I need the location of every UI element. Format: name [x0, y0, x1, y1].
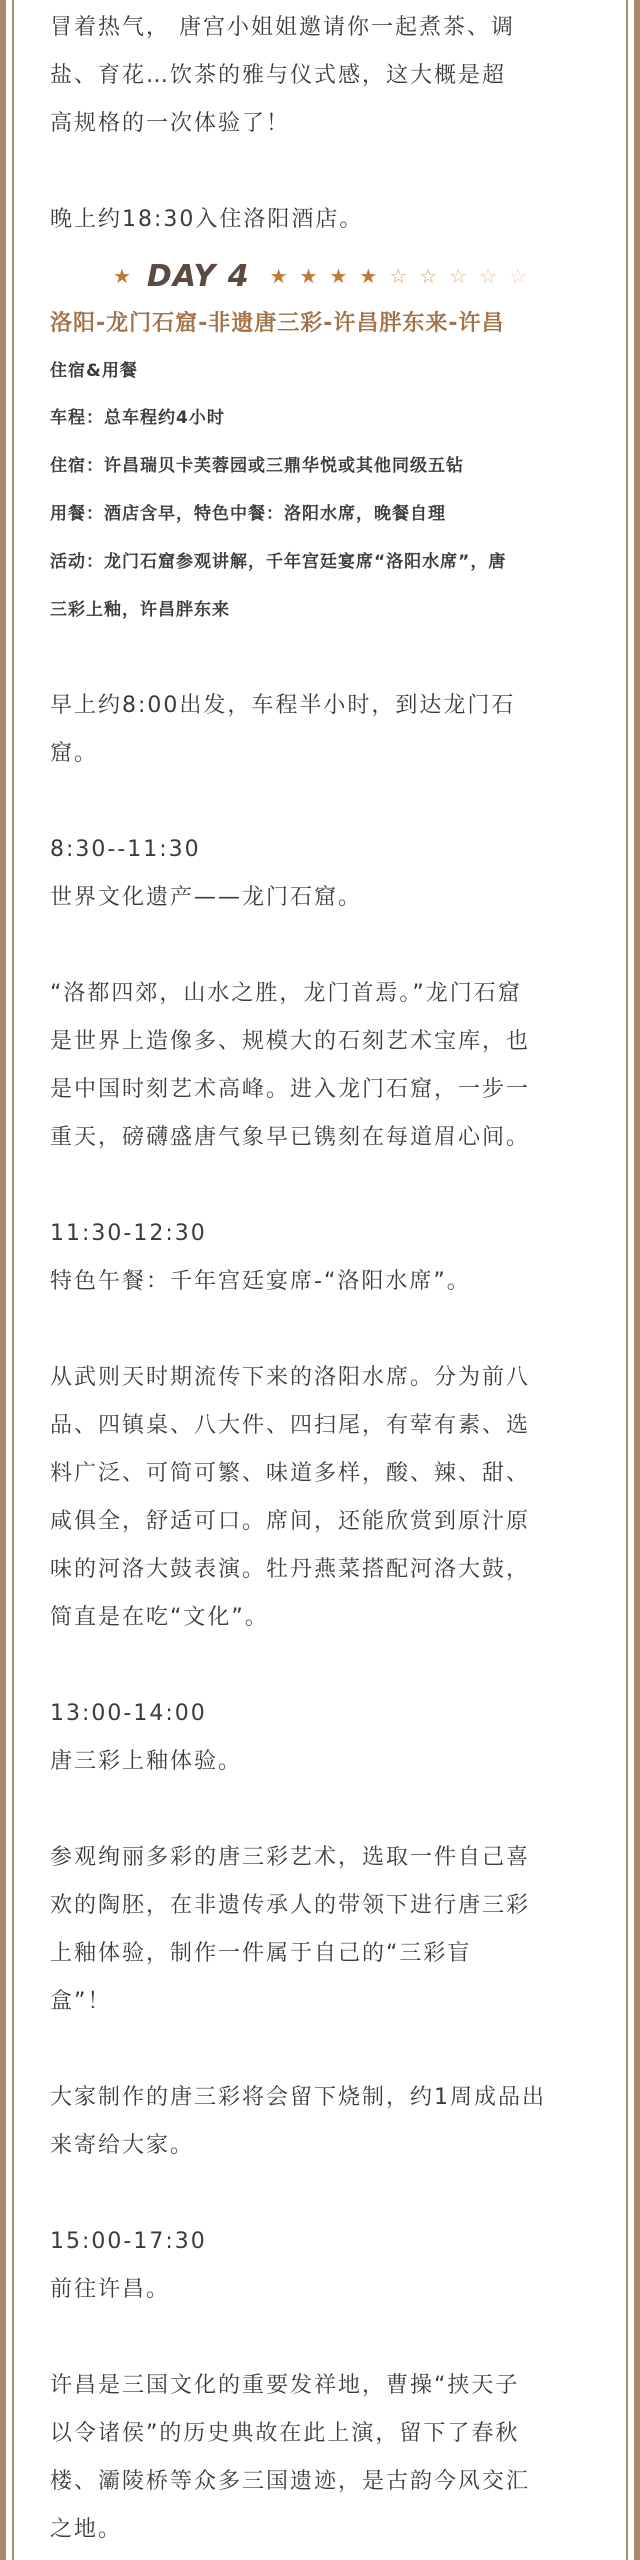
- paragraph-line: 品、四镇桌、八大件、四扫尾，有荤有素、选: [50, 1413, 531, 1438]
- paragraph-line: 味的河洛大鼓表演。牡丹燕菜搭配河洛大鼓，: [50, 1557, 531, 1582]
- paragraph-line: 重天，磅礴盛唐气象早已镌刻在每道眉心间。: [50, 1125, 531, 1150]
- morning-text: 窟。: [50, 741, 99, 766]
- paragraph-line: 从武则天时期流传下来的洛阳水席。分为前八: [50, 1365, 531, 1390]
- info-drive: 车程：总车程约4小时: [50, 408, 225, 428]
- left-border-outer: [0, 0, 6, 2560]
- info-meals: 用餐：酒店含早，特色中餐：洛阳水席，晚餐自理: [50, 504, 446, 524]
- paragraph-line: 简直是在吃“文化”。: [50, 1605, 269, 1630]
- paragraph-line: 以令诸侯”的历史典故在此上演，留下了春秋: [50, 2421, 520, 2446]
- day-title: DAY 4: [146, 258, 250, 294]
- hotel-checkin: 晚上约18:30入住洛阳酒店。: [50, 207, 364, 232]
- time-slot: 13:00-14:00: [50, 1701, 207, 1726]
- paragraph-line: 楼、灞陵桥等众多三国遗迹，是古韵今风交汇: [50, 2469, 531, 2494]
- paragraph-line: 咸俱全，舒适可口。席间，还能欣赏到原汁原: [50, 1509, 531, 1534]
- info-subtitle: 住宿&用餐: [50, 361, 138, 381]
- route-title: 洛阳-龙门石窟-非遗唐三彩-许昌胖东来-许昌: [50, 311, 505, 336]
- info-activity: 活动：龙门石窟参观讲解，千年宫廷宴席“洛阳水席”，唐: [50, 552, 507, 572]
- star-icon: ★: [329, 264, 348, 288]
- star-icon: ★: [112, 264, 131, 288]
- paragraph-line: 料广泛、可简可繁、味道多样，酸、辣、甜、: [50, 1461, 531, 1486]
- star-icon: ★: [269, 264, 288, 288]
- paragraph-line: 大家制作的唐三彩将会留下烧制，约1周成品出: [50, 2085, 546, 2110]
- time-slot: 8:30--11:30: [50, 837, 201, 862]
- time-desc: 唐三彩上釉体验。: [50, 1749, 243, 1774]
- intro-line: 盐、育花…饮茶的雅与仪式感，这大概是超: [50, 63, 507, 88]
- paragraph-line: 之地。: [50, 2517, 123, 2542]
- star-outline-icon: ☆: [449, 264, 468, 288]
- paragraph-line: 盒”！: [50, 1989, 112, 2014]
- right-border-outer: [634, 0, 640, 2560]
- day-header: [50, 250, 590, 302]
- time-slot: 11:30-12:30: [50, 1221, 207, 1246]
- star-outline-icon: ☆: [419, 264, 438, 288]
- star-icon: ★: [299, 264, 318, 288]
- paragraph-line: 是中国时刻艺术高峰。进入龙门石窟，一步一: [50, 1077, 531, 1102]
- info-activity: 三彩上釉，许昌胖东来: [50, 600, 230, 620]
- info-stay: 住宿：许昌瑞贝卡芙蓉园或三鼎华悦或其他同级五钻: [50, 456, 464, 476]
- paragraph-line: “洛都四郊，山水之胜，龙门首焉。”龙门石窟: [50, 981, 522, 1006]
- paragraph-line: 来寄给大家。: [50, 2133, 195, 2158]
- right-border-inner: [626, 0, 628, 2560]
- morning-text: 早上约8:00出发，车程半小时，到达龙门石: [50, 693, 516, 718]
- paragraph-line: 是世界上造像多、规模大的石刻艺术宝库，也: [50, 1029, 531, 1054]
- time-desc: 世界文化遗产——龙门石窟。: [50, 885, 363, 910]
- star-outline-icon: ☆: [389, 264, 408, 288]
- star-outline-icon: ☆: [479, 264, 498, 288]
- time-slot: 15:00-17:30: [50, 2229, 207, 2254]
- paragraph-line: 上釉体验，制作一件属于自己的“三彩盲: [50, 1941, 472, 1966]
- paragraph-line: 许昌是三国文化的重要发祥地，曹操“挟天子: [50, 2373, 520, 2398]
- paragraph-line: 欢的陶胚，在非遗传承人的带领下进行唐三彩: [50, 1893, 531, 1918]
- paragraph-line: 参观绚丽多彩的唐三彩艺术，选取一件自己喜: [50, 1845, 531, 1870]
- star-outline-icon: ☆: [509, 264, 528, 288]
- time-desc: 前往许昌。: [50, 2277, 171, 2302]
- intro-line: 冒着热气， 唐宫小姐姐邀请你一起煮茶、调: [50, 15, 515, 40]
- time-desc: 特色午餐：千年宫廷宴席-“洛阳水席”。: [50, 1269, 471, 1294]
- intro-line: 高规格的一次体验了！: [50, 111, 291, 136]
- star-icon: ★: [359, 264, 378, 288]
- left-border-inner: [12, 0, 14, 2560]
- article-body: [50, 0, 590, 2554]
